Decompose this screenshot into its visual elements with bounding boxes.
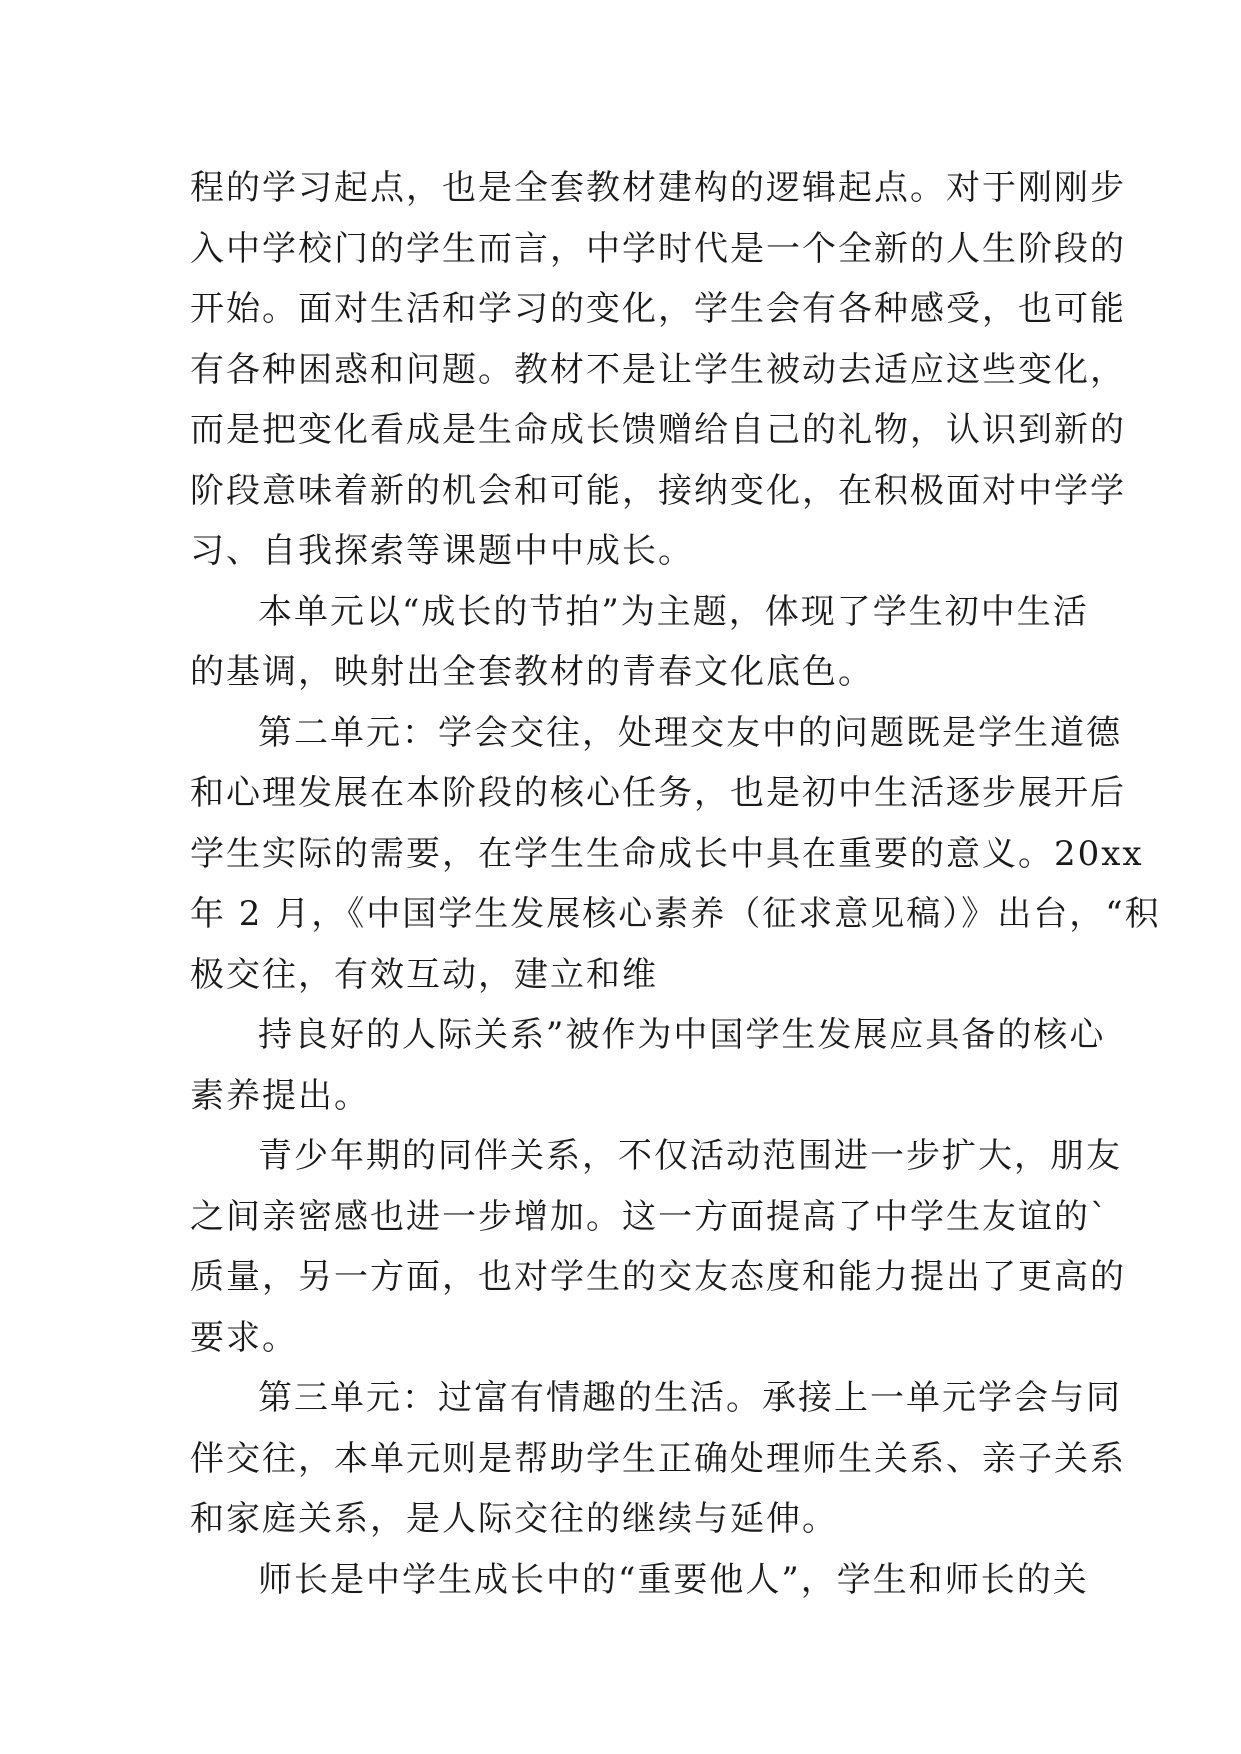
text-line: 师长是中学生成长中的“重要他人”，学生和师长的关 xyxy=(258,1559,1089,1600)
text-line: 有各种困惑和问题。教材不是让学生被动去适应这些变化， xyxy=(190,349,1126,390)
text-line: 本单元以“成长的节拍”为主题，体现了学生初中生活 xyxy=(258,591,1089,632)
text-line: 青少年期的同伴关系，不仅活动范围进一步扩大，朋友 xyxy=(258,1136,1122,1176)
text-line: 学生实际的需要，在学生生命成长中具在重要的意义。20xx xyxy=(190,833,1144,874)
text-line: 伴交往，本单元则是帮助学生正确处理师生关系、亲子关系 xyxy=(190,1438,1126,1479)
text-line: 第二单元：学会交往，处理交友中的问题既是学生道德 xyxy=(258,712,1122,753)
text-line: 和家庭关系，是人际交往的继续与延伸。 xyxy=(190,1499,838,1539)
text-line: 而是把变化看成是生命成长馈赠给自己的礼物，认识到新的 xyxy=(190,410,1126,450)
text-line: 程的学习起点，也是全套教材建构的逻辑起点。对于刚刚步 xyxy=(190,168,1126,208)
text-line: 素养提出。 xyxy=(190,1075,370,1116)
text-line: 开始。面对生活和学习的变化，学生会有各种感受，也可能 xyxy=(190,289,1126,329)
text-line: 之间亲密感也进一步增加。这一方面提高了中学生友谊的` xyxy=(190,1196,1109,1237)
text-line: 极交往，有效互动，建立和维 xyxy=(190,954,658,995)
text-line: 要求。 xyxy=(190,1317,298,1358)
text-line: 第三单元：过富有情趣的生活。承接上一单元学会与同 xyxy=(258,1378,1122,1418)
text-line: 入中学校门的学生而言，中学时代是一个全新的人生阶段的 xyxy=(190,228,1126,269)
text-line: 持良好的人际关系”被作为中国学生发展应具备的核心 xyxy=(258,1015,1106,1055)
text-line: 阶段意味着新的机会和可能，接纳变化，在积极面对中学学 xyxy=(190,470,1126,511)
text-line: 年 2 月，《中国学生发展核心素养（征求意见稿）》出台，“积 xyxy=(190,894,1161,934)
text-line: 和心理发展在本阶段的核心任务，也是初中生活逐步展开后 xyxy=(190,773,1126,813)
text-line: 质量，另一方面，也对学生的交友态度和能力提出了更高的 xyxy=(190,1257,1126,1297)
document-page xyxy=(190,158,1161,1610)
text-line: 习、自我探索等课题中中成长。 xyxy=(190,531,694,571)
text-line: 的基调，映射出全套教材的青春文化底色。 xyxy=(190,652,874,692)
